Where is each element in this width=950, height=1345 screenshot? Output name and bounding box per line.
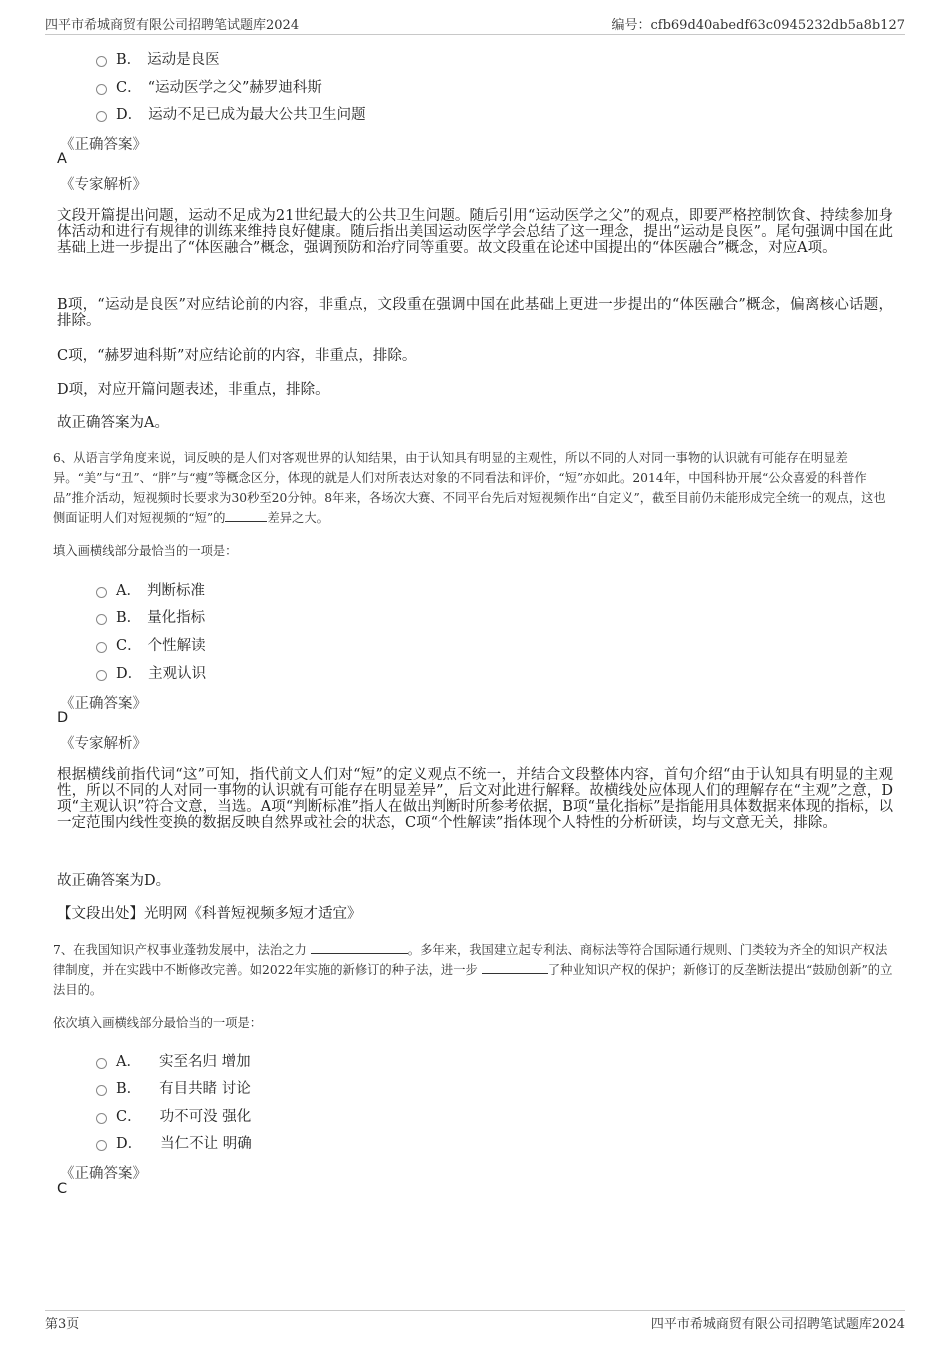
q6-option-a[interactable] [96,579,205,599]
q6-stem-text: 6、从语言学角度来说，词反映的是人们对客观世界的认知结果，由于认知具有明显的主观性，所以不同的人对同一事物的认识就有可能存在明显差异。“美”与“丑”、“胖”与“瘦”等概念区分，体现的就是人们对所表达对象的不同看法和评价，“短”亦如此。2014年，中国科协开展“公众喜爱的科普作品”推介活动，短视频时长要求为30秒至20分钟。8年来，各场次大赛、不同平台先后对短视频作出“自定义”，截至目前仍未能形成完全统一的观点，这也侧面证明人们对短视频的“短”的 [53,451,886,525]
header-title: 四平市希城商贸有限公司招聘笔试题库2024 [45,17,300,33]
q7-stem [53,940,895,1000]
option-letter: A． [116,1053,141,1070]
radio-icon[interactable] [96,111,107,122]
q6-option-d[interactable] [96,662,206,682]
q7-stem-text-1: 7、在我国知识产权事业蓬勃发展中，法治之力 [53,943,307,957]
fill-blank [225,509,267,522]
radio-icon[interactable] [96,1113,107,1124]
option-letter: D． [116,665,143,682]
option-text: 主观认识 [148,665,207,682]
q5-option-b[interactable] [96,48,220,68]
q5-answer-label: 《正确答案》 [60,137,147,153]
q7-option-d[interactable] [96,1132,252,1152]
q6-source: 【文段出处】光明网《科普短视频多短才适宜》 [57,906,362,922]
q7-option-a[interactable] [96,1050,251,1070]
q6-option-c[interactable] [96,634,206,654]
q7-answer-label: 《正确答案》 [60,1166,147,1182]
option-letter: B． [116,609,142,626]
option-text: “运动医学之父”赫罗迪科斯 [147,79,322,96]
q6-stem-tail: 差异之大。 [267,511,329,525]
header-serial: 编号：cfb69d40abedf63c0945232db5a8b127 [611,17,905,33]
option-text: 判断标准 [146,582,205,599]
radio-icon[interactable] [96,587,107,598]
radio-icon[interactable] [96,56,107,67]
radio-icon[interactable] [96,670,107,681]
page-footer [45,1310,905,1331]
q5-answer: A [57,151,67,167]
option-text: 实至名归 增加 [158,1053,251,1070]
radio-icon[interactable] [96,1085,107,1096]
option-text: 量化指标 [147,609,206,626]
q6-answer-label: 《正确答案》 [60,696,147,712]
option-text: 当仁不让 明确 [160,1135,252,1152]
option-letter: C． [116,637,142,654]
option-letter: B． [116,1080,142,1097]
radio-icon[interactable] [96,1058,107,1069]
q5-analysis-label: 《专家解析》 [60,177,147,193]
fill-blank [311,941,408,954]
q7-stem-text-2: 。多年来，我国建立起专利法、商标法等符合国际通行规则、门类较为齐全的知识产权法律制度，并在实践中不断修改完善。如2022年实施的新修订的种子法，进一步 [53,943,888,977]
q5-option-c[interactable] [96,76,322,96]
q6-option-b[interactable] [96,606,205,626]
q6-analysis-main: 根据横线前指代词“这”可知，指代前文人们对“短”的定义观点不统一，并结合文段整体内容，首句介绍“由于认知具有明显的主观性，所以不同的人对同一事物的认识就有可能存在明显差异”，后文对此进行解释。故横线处应体现人们的理解存在“主观”之意，D项“主观认识”符合文意，当选。A项“判断标准”指人在做出判断时所参考依据，B项“量化指标”是指能用具体数据来体现的指标，以一定范围内线性变换的数据反映自然界或社会的状态，C项“个性解读”指体现个人特性的分析研读，均与文意无关，排除。 [57,767,893,831]
option-letter: D． [116,106,143,123]
q6-analysis-label: 《专家解析》 [60,736,147,752]
q7-prompt: 依次填入画横线部分最恰当的一项是： [53,1016,263,1030]
page-header [45,14,905,35]
option-text: 运动不足已成为最大公共卫生问题 [148,106,366,123]
page-number: 第3页 [45,1316,80,1332]
q5-conclusion: 故正确答案为A。 [57,415,169,431]
option-text: 运动是良医 [147,51,220,68]
option-letter: A． [116,582,141,599]
footer-title: 四平市希城商贸有限公司招聘笔试题库2024 [650,1316,905,1332]
q5-analysis-c: C项，“赫罗迪科斯”对应结论前的内容，非重点，排除。 [57,348,417,364]
radio-icon[interactable] [96,642,107,653]
q5-analysis-main: 文段开篇提出问题，运动不足成为21世纪最大的公共卫生问题。随后引用“运动医学之父”的观点，即要严格控制饮食、持续参加身体活动和进行有规律的训练来维持良好健康。随后指出美国运动医学学会总结了这一理念，提出“运动是良医”。尾句强调中国在此基础上进一步提出了“体医融合”概念，强调预防和治疗同等重要。故文段重在论述中国提出的“体医融合”概念，对应A项。 [57,208,893,256]
radio-icon[interactable] [96,1140,107,1151]
option-letter: C． [116,1108,142,1125]
q6-conclusion: 故正确答案为D。 [57,873,171,889]
q7-option-c[interactable] [96,1105,251,1125]
q6-prompt: 填入画横线部分最恰当的一项是： [53,544,238,558]
option-letter: C． [116,79,142,96]
radio-icon[interactable] [96,84,107,95]
option-letter: D． [116,1135,143,1152]
option-letter: B． [116,51,142,68]
q6-answer: D [57,710,69,726]
q5-option-d[interactable] [96,103,366,123]
option-text: 功不可没 强化 [159,1108,252,1125]
q5-analysis-b: B项，“运动是良医”对应结论前的内容，非重点，文段重在强调中国在此基础上更进一步提出的“体医融合”概念，偏离核心话题，排除。 [57,297,893,329]
radio-icon[interactable] [96,614,107,625]
q7-option-b[interactable] [96,1077,251,1097]
option-text: 有目共睹 讨论 [159,1080,251,1097]
q5-analysis-d: D项，对应开篇问题表述，非重点，排除。 [57,382,330,398]
fill-blank [482,961,548,974]
q7-stem-text-3: 了种业知识产权的保护；新修订的反垄断法提出“鼓励创新”的立法目的。 [53,963,893,997]
q6-stem [53,448,895,528]
q7-answer: C [57,1181,68,1197]
option-text: 个性解读 [147,637,206,654]
